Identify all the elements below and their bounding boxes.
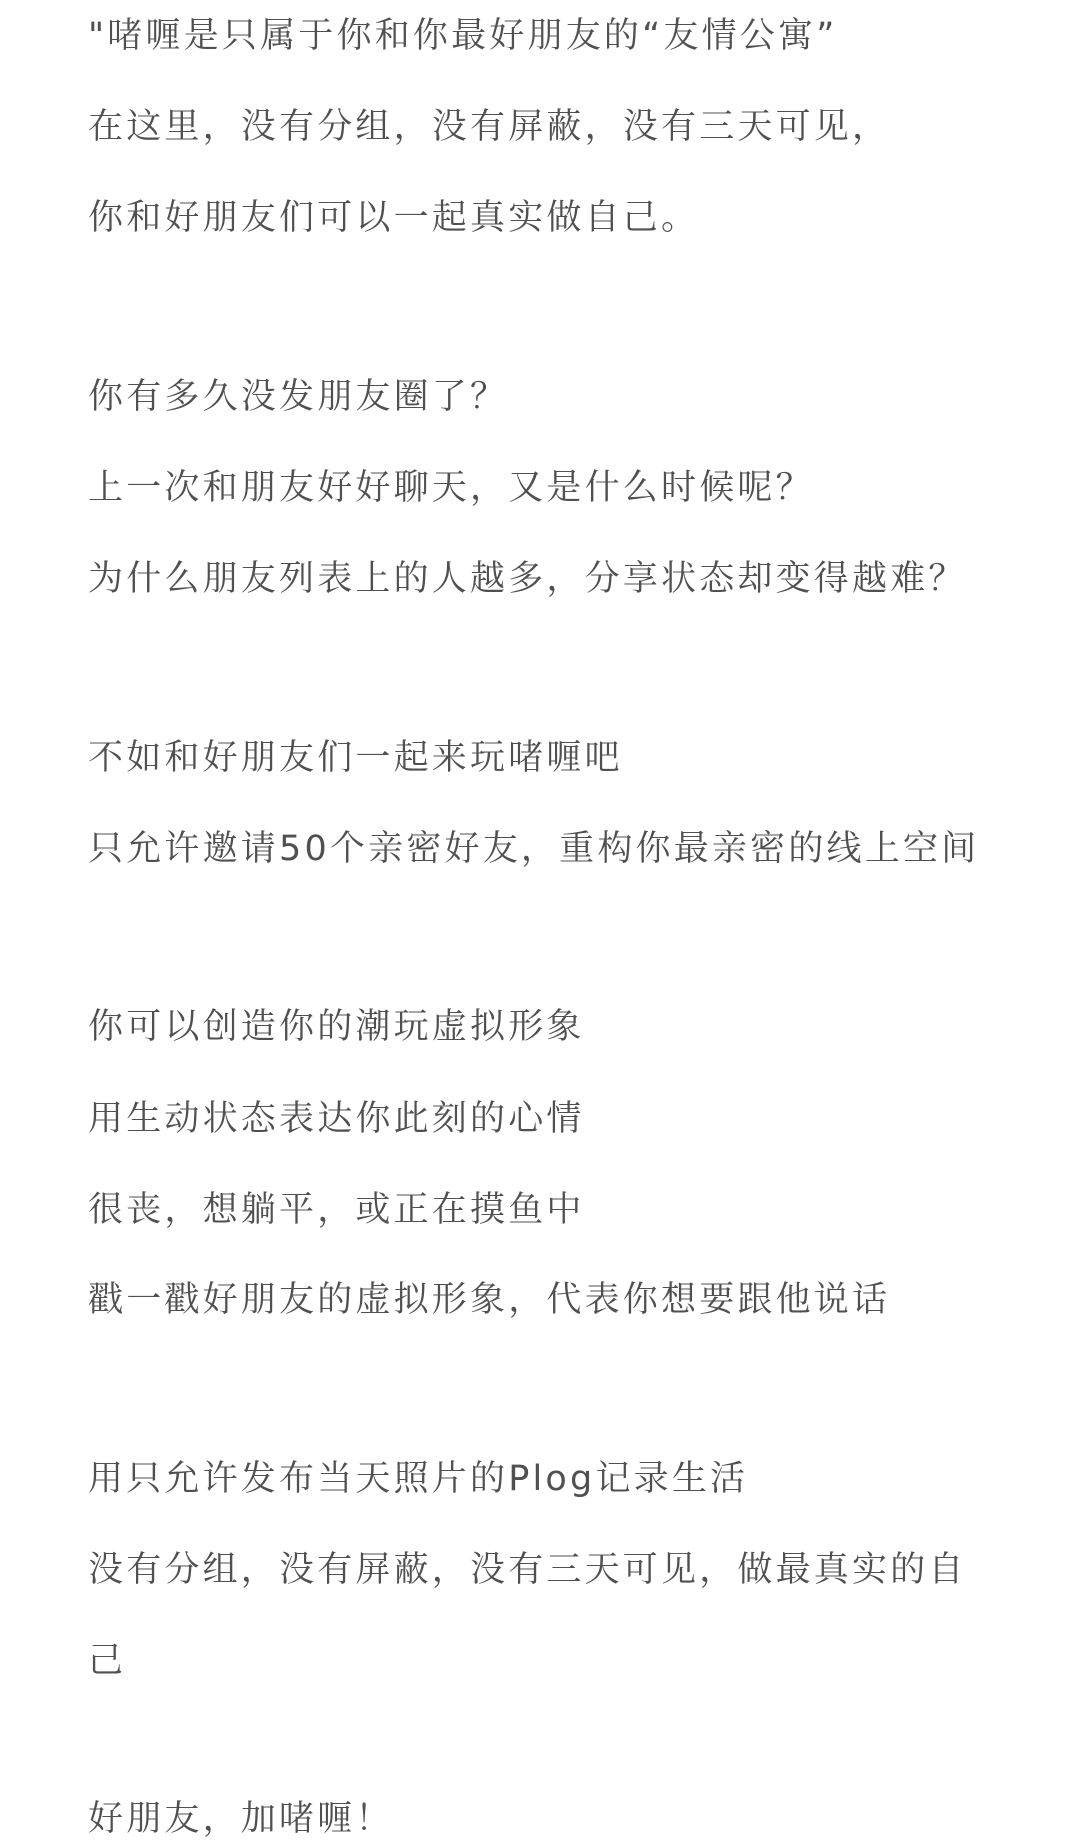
text-line: 用生动状态表达你此刻的心情 <box>88 1099 585 1139</box>
text-line: 你有多久没发朋友圈了？ <box>88 377 509 417</box>
text-line: 很丧，想躺平，或正在摸鱼中 <box>88 1190 585 1230</box>
text-line: 用只允许发布当天照片的Plog记录生活 <box>88 1459 749 1499</box>
text-line: 没有分组，没有屏蔽，没有三天可见，做最真实的自 <box>88 1550 967 1590</box>
text-line: "啫喱是只属于你和你最好朋友的“友情公寓” <box>88 16 838 56</box>
text-line: 在这里，没有分组，没有屏蔽，没有三天可见， <box>88 107 891 147</box>
text-line: 为什么朋友列表上的人越多，分享状态却变得越难？ <box>88 559 967 599</box>
text-line: 你和好朋友们可以一起真实做自己。 <box>88 198 700 238</box>
text-line: 戳一戳好朋友的虚拟形象，代表你想要跟他说话 <box>88 1280 891 1320</box>
text-line: 不如和好朋友们一起来玩啫喱吧 <box>88 738 623 778</box>
text-line: 己 <box>88 1641 127 1681</box>
text-line: 你可以创造你的潮玩虚拟形象 <box>88 1007 585 1047</box>
text-line: 好朋友，加啫喱！ <box>88 1799 394 1839</box>
text-line: 只允许邀请50个亲密好友，重构你最亲密的线上空间 <box>88 829 980 869</box>
text-line: 上一次和朋友好好聊天，又是什么时候呢？ <box>88 468 814 508</box>
